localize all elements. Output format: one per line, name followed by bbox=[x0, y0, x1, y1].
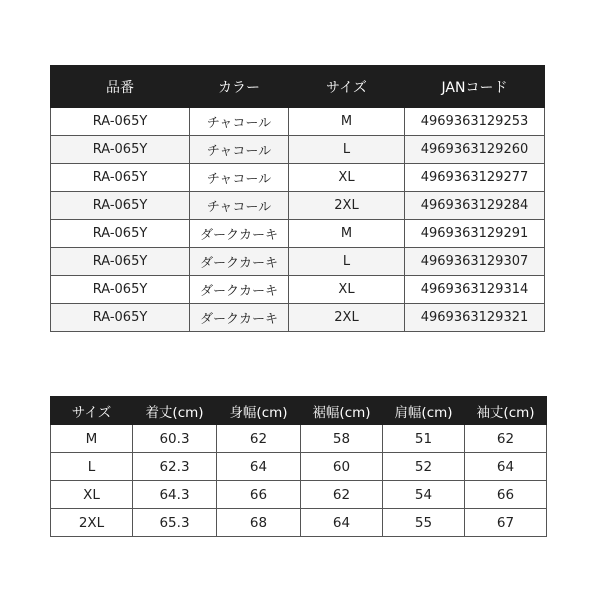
cell-color: ダークカーキ bbox=[190, 248, 289, 276]
header-cell-size: サイズ bbox=[289, 66, 405, 108]
cell-color: チャコール bbox=[190, 136, 289, 164]
cell-size: 2XL bbox=[289, 304, 405, 332]
cell-size: M bbox=[289, 108, 405, 136]
cell-jan-code: 4969363129314 bbox=[405, 276, 545, 304]
product-table bbox=[50, 65, 545, 332]
cell-size: L bbox=[51, 453, 133, 481]
header-row bbox=[51, 66, 545, 108]
cell-jan-code: 4969363129277 bbox=[405, 164, 545, 192]
size-table bbox=[50, 396, 547, 537]
table-row bbox=[51, 220, 545, 248]
table-row bbox=[51, 481, 547, 509]
cell-size: M bbox=[289, 220, 405, 248]
cell-jan-code: 4969363129321 bbox=[405, 304, 545, 332]
cell-length: 64.3 bbox=[133, 481, 217, 509]
header-cell-length: 着丈(cm) bbox=[133, 397, 217, 425]
cell-product-code: RA-065Y bbox=[51, 304, 190, 332]
cell-product-code: RA-065Y bbox=[51, 192, 190, 220]
cell-length: 60.3 bbox=[133, 425, 217, 453]
cell-size: XL bbox=[51, 481, 133, 509]
table-row bbox=[51, 136, 545, 164]
table-row bbox=[51, 108, 545, 136]
cell-size: L bbox=[289, 248, 405, 276]
cell-color: ダークカーキ bbox=[190, 220, 289, 248]
cell-hem-width: 58 bbox=[301, 425, 383, 453]
header-cell-hem-width: 裾幅(cm) bbox=[301, 397, 383, 425]
table-row bbox=[51, 509, 547, 537]
cell-jan-code: 4969363129284 bbox=[405, 192, 545, 220]
cell-shoulder-width: 52 bbox=[383, 453, 465, 481]
cell-shoulder-width: 51 bbox=[383, 425, 465, 453]
size-table-header bbox=[51, 397, 547, 425]
cell-product-code: RA-065Y bbox=[51, 220, 190, 248]
cell-chest-width: 64 bbox=[217, 453, 301, 481]
header-cell-shoulder-width: 肩幅(cm) bbox=[383, 397, 465, 425]
cell-sleeve-length: 66 bbox=[465, 481, 547, 509]
table-row bbox=[51, 192, 545, 220]
cell-size: L bbox=[289, 136, 405, 164]
cell-jan-code: 4969363129260 bbox=[405, 136, 545, 164]
header-cell-sleeve-length: 袖丈(cm) bbox=[465, 397, 547, 425]
table-row bbox=[51, 164, 545, 192]
header-cell-size: サイズ bbox=[51, 397, 133, 425]
cell-size: 2XL bbox=[51, 509, 133, 537]
cell-shoulder-width: 54 bbox=[383, 481, 465, 509]
table-row bbox=[51, 248, 545, 276]
header-cell-chest-width: 身幅(cm) bbox=[217, 397, 301, 425]
product-table-body bbox=[51, 108, 545, 332]
cell-color: ダークカーキ bbox=[190, 304, 289, 332]
header-cell-product-code: 品番 bbox=[51, 66, 190, 108]
cell-product-code: RA-065Y bbox=[51, 276, 190, 304]
cell-sleeve-length: 67 bbox=[465, 509, 547, 537]
cell-color: チャコール bbox=[190, 108, 289, 136]
cell-size: M bbox=[51, 425, 133, 453]
table-row bbox=[51, 276, 545, 304]
cell-product-code: RA-065Y bbox=[51, 136, 190, 164]
cell-size: 2XL bbox=[289, 192, 405, 220]
header-cell-jan-code: JANコード bbox=[405, 66, 545, 108]
table-row bbox=[51, 453, 547, 481]
cell-sleeve-length: 62 bbox=[465, 425, 547, 453]
header-cell-color: カラー bbox=[190, 66, 289, 108]
cell-product-code: RA-065Y bbox=[51, 108, 190, 136]
cell-size: XL bbox=[289, 164, 405, 192]
cell-jan-code: 4969363129253 bbox=[405, 108, 545, 136]
header-row bbox=[51, 397, 547, 425]
cell-sleeve-length: 64 bbox=[465, 453, 547, 481]
cell-color: チャコール bbox=[190, 164, 289, 192]
cell-chest-width: 66 bbox=[217, 481, 301, 509]
cell-hem-width: 62 bbox=[301, 481, 383, 509]
cell-chest-width: 62 bbox=[217, 425, 301, 453]
cell-hem-width: 60 bbox=[301, 453, 383, 481]
cell-chest-width: 68 bbox=[217, 509, 301, 537]
cell-shoulder-width: 55 bbox=[383, 509, 465, 537]
size-table-body bbox=[51, 425, 547, 537]
cell-length: 62.3 bbox=[133, 453, 217, 481]
table-row bbox=[51, 425, 547, 453]
cell-product-code: RA-065Y bbox=[51, 164, 190, 192]
cell-length: 65.3 bbox=[133, 509, 217, 537]
cell-hem-width: 64 bbox=[301, 509, 383, 537]
cell-color: チャコール bbox=[190, 192, 289, 220]
cell-product-code: RA-065Y bbox=[51, 248, 190, 276]
table-row bbox=[51, 304, 545, 332]
cell-jan-code: 4969363129291 bbox=[405, 220, 545, 248]
product-table-header bbox=[51, 66, 545, 108]
cell-jan-code: 4969363129307 bbox=[405, 248, 545, 276]
cell-size: XL bbox=[289, 276, 405, 304]
cell-color: ダークカーキ bbox=[190, 276, 289, 304]
